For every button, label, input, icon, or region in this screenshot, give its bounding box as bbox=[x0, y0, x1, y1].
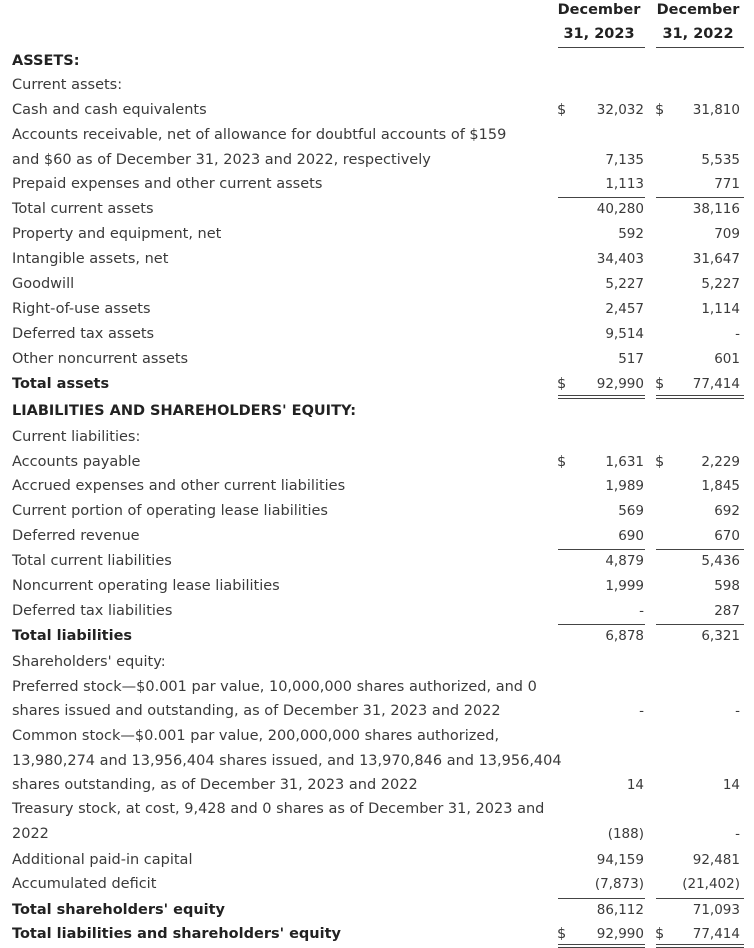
value-2023: 2,457 bbox=[605, 301, 644, 317]
subtotal-rule bbox=[656, 898, 744, 899]
value-2023: 40,280 bbox=[596, 201, 644, 217]
double-underline bbox=[558, 944, 645, 948]
subtotal-rule bbox=[656, 197, 744, 198]
value-2022: 709 bbox=[714, 226, 740, 242]
subtotal-rule bbox=[558, 549, 645, 550]
value-2022: 77,414 bbox=[692, 376, 740, 392]
value-2022: 6,321 bbox=[701, 628, 740, 644]
table-row bbox=[0, 549, 754, 573]
value-2022: 14 bbox=[722, 777, 740, 793]
row-label: Total shareholders' equity bbox=[12, 902, 226, 918]
value-2023: (7,873) bbox=[594, 876, 644, 892]
value-2022: - bbox=[735, 826, 740, 842]
value-2022: 31,810 bbox=[692, 102, 740, 118]
currency-symbol-2022: $ bbox=[655, 926, 665, 942]
subtotal-rule bbox=[558, 197, 645, 198]
row-label: Total liabilities bbox=[12, 628, 133, 644]
double-underline bbox=[558, 395, 645, 399]
row-label: Deferred tax liabilities bbox=[12, 603, 173, 619]
table-row bbox=[0, 73, 754, 97]
row-label: Other noncurrent assets bbox=[12, 351, 189, 367]
table-row bbox=[0, 797, 754, 821]
subtotal-rule bbox=[558, 624, 645, 625]
value-2023: 92,990 bbox=[596, 926, 644, 942]
table-row bbox=[0, 399, 754, 423]
row-label: Prepaid expenses and other current assets bbox=[12, 176, 323, 192]
column-header-2022-line1: December bbox=[656, 2, 740, 18]
value-2022: 5,436 bbox=[701, 553, 740, 569]
table-row bbox=[0, 148, 754, 172]
header-underline-2023 bbox=[558, 47, 645, 48]
row-label: and $60 as of December 31, 2023 and 2022, respectively bbox=[12, 152, 431, 168]
row-label: Preferred stock—$0.001 par value, 10,000,000 shares authorized, and 0 bbox=[12, 679, 537, 695]
value-2023: 7,135 bbox=[605, 152, 644, 168]
currency-symbol-2022: $ bbox=[655, 454, 665, 470]
value-2022: 692 bbox=[714, 503, 740, 519]
value-2023: 1,113 bbox=[605, 176, 644, 192]
row-label: Accounts payable bbox=[12, 454, 141, 470]
value-2023: 690 bbox=[618, 528, 644, 544]
table-row bbox=[0, 247, 754, 271]
column-header-2023-line2: 31, 2023 bbox=[563, 26, 635, 42]
value-2022: (21,402) bbox=[682, 876, 740, 892]
table-row bbox=[0, 322, 754, 346]
column-header-2023-line1: December bbox=[557, 2, 641, 18]
value-2023: 1,989 bbox=[605, 478, 644, 494]
double-underline bbox=[656, 944, 744, 948]
row-label: Deferred revenue bbox=[12, 528, 140, 544]
currency-symbol-2022: $ bbox=[655, 102, 665, 118]
table-row bbox=[0, 922, 754, 946]
value-2022: - bbox=[735, 326, 740, 342]
currency-symbol-2022: $ bbox=[655, 376, 665, 392]
value-2023: 6,878 bbox=[605, 628, 644, 644]
row-label: Current assets: bbox=[12, 77, 123, 93]
value-2022: 5,535 bbox=[701, 152, 740, 168]
value-2023: 1,631 bbox=[605, 454, 644, 470]
value-2022: 771 bbox=[714, 176, 740, 192]
value-2022: 2,229 bbox=[701, 454, 740, 470]
table-row bbox=[0, 499, 754, 523]
table-row bbox=[0, 872, 754, 896]
value-2022: 38,116 bbox=[692, 201, 740, 217]
value-2023: - bbox=[639, 603, 644, 619]
value-2022: 31,647 bbox=[692, 251, 740, 267]
value-2022: 1,845 bbox=[701, 478, 740, 494]
value-2023: 517 bbox=[618, 351, 644, 367]
column-header-2023 bbox=[553, 0, 645, 48]
value-2022: 5,227 bbox=[701, 276, 740, 292]
row-label: Total current assets bbox=[12, 201, 154, 217]
subtotal-rule bbox=[558, 898, 645, 899]
table-row bbox=[0, 699, 754, 723]
table-row bbox=[0, 624, 754, 648]
row-label: shares issued and outstanding, as of December 31, 2023 and 2022 bbox=[12, 703, 501, 719]
value-2022: 670 bbox=[714, 528, 740, 544]
table-row bbox=[0, 49, 754, 73]
value-2022: 601 bbox=[714, 351, 740, 367]
row-label: Current liabilities: bbox=[12, 429, 141, 445]
row-label: Accounts receivable, net of allowance for doubtful accounts of $159 bbox=[12, 127, 507, 143]
row-label: 2022 bbox=[12, 826, 49, 842]
value-2023: (188) bbox=[607, 826, 644, 842]
table-row bbox=[0, 372, 754, 396]
table-row bbox=[0, 773, 754, 797]
table-row bbox=[0, 98, 754, 122]
table-row bbox=[0, 650, 754, 674]
table-row bbox=[0, 347, 754, 371]
value-2023: 4,879 bbox=[605, 553, 644, 569]
row-label: Total assets bbox=[12, 376, 110, 392]
row-label: Total liabilities and shareholders' equity bbox=[12, 926, 341, 942]
value-2023: 94,159 bbox=[596, 852, 644, 868]
row-label: 13,980,274 and 13,956,404 shares issued, and 13,970,846 and 13,956,404 bbox=[12, 753, 562, 769]
column-header-2022-line2: 31, 2022 bbox=[662, 26, 734, 42]
value-2022: 598 bbox=[714, 578, 740, 594]
table-row bbox=[0, 599, 754, 623]
value-2022: 77,414 bbox=[692, 926, 740, 942]
table-row bbox=[0, 749, 754, 773]
table-row bbox=[0, 574, 754, 598]
row-label: Right-of-use assets bbox=[12, 301, 151, 317]
table-row bbox=[0, 425, 754, 449]
table-row bbox=[0, 272, 754, 296]
subtotal-rule bbox=[656, 549, 744, 550]
table-row bbox=[0, 675, 754, 699]
value-2023: 592 bbox=[618, 226, 644, 242]
row-label: Treasury stock, at cost, 9,428 and 0 shares as of December 31, 2023 and bbox=[12, 801, 545, 817]
table-row bbox=[0, 474, 754, 498]
row-label: Deferred tax assets bbox=[12, 326, 155, 342]
row-label: Total current liabilities bbox=[12, 553, 172, 569]
value-2023: 92,990 bbox=[596, 376, 644, 392]
table-row bbox=[0, 898, 754, 922]
row-label: ASSETS: bbox=[12, 53, 80, 69]
row-label: Shareholders' equity: bbox=[12, 654, 166, 670]
currency-symbol-2023: $ bbox=[557, 926, 567, 942]
row-label: Cash and cash equivalents bbox=[12, 102, 207, 118]
row-label: LIABILITIES AND SHAREHOLDERS' EQUITY: bbox=[12, 403, 356, 419]
value-2023: 9,514 bbox=[605, 326, 644, 342]
row-label: Accumulated deficit bbox=[12, 876, 157, 892]
table-row bbox=[0, 172, 754, 196]
table-row bbox=[0, 524, 754, 548]
value-2022: - bbox=[735, 703, 740, 719]
value-2022: 71,093 bbox=[692, 902, 740, 918]
currency-symbol-2023: $ bbox=[557, 376, 567, 392]
table-row bbox=[0, 848, 754, 872]
row-label: Additional paid-in capital bbox=[12, 852, 193, 868]
row-label: shares outstanding, as of December 31, 2023 and 2022 bbox=[12, 777, 418, 793]
value-2023: 14 bbox=[626, 777, 644, 793]
row-label: Intangible assets, net bbox=[12, 251, 169, 267]
row-label: Property and equipment, net bbox=[12, 226, 222, 242]
currency-symbol-2023: $ bbox=[557, 102, 567, 118]
table-row bbox=[0, 297, 754, 321]
value-2023: 5,227 bbox=[605, 276, 644, 292]
double-underline bbox=[656, 395, 744, 399]
subtotal-rule bbox=[656, 624, 744, 625]
table-row bbox=[0, 123, 754, 147]
value-2023: - bbox=[639, 703, 644, 719]
column-header-2022 bbox=[652, 0, 744, 48]
row-label: Current portion of operating lease liabilities bbox=[12, 503, 328, 519]
table-row bbox=[0, 822, 754, 846]
currency-symbol-2023: $ bbox=[557, 454, 567, 470]
row-label: Common stock—$0.001 par value, 200,000,000 shares authorized, bbox=[12, 728, 500, 744]
value-2022: 287 bbox=[714, 603, 740, 619]
row-label: Noncurrent operating lease liabilities bbox=[12, 578, 280, 594]
table-row bbox=[0, 724, 754, 748]
table-row bbox=[0, 222, 754, 246]
header-underline-2022 bbox=[656, 47, 744, 48]
value-2023: 34,403 bbox=[596, 251, 644, 267]
value-2022: 1,114 bbox=[701, 301, 740, 317]
table-row bbox=[0, 450, 754, 474]
row-label: Goodwill bbox=[12, 276, 75, 292]
value-2023: 32,032 bbox=[596, 102, 644, 118]
value-2023: 86,112 bbox=[596, 902, 644, 918]
value-2022: 92,481 bbox=[692, 852, 740, 868]
value-2023: 1,999 bbox=[605, 578, 644, 594]
row-label: Accrued expenses and other current liabilities bbox=[12, 478, 346, 494]
table-row bbox=[0, 197, 754, 221]
value-2023: 569 bbox=[618, 503, 644, 519]
